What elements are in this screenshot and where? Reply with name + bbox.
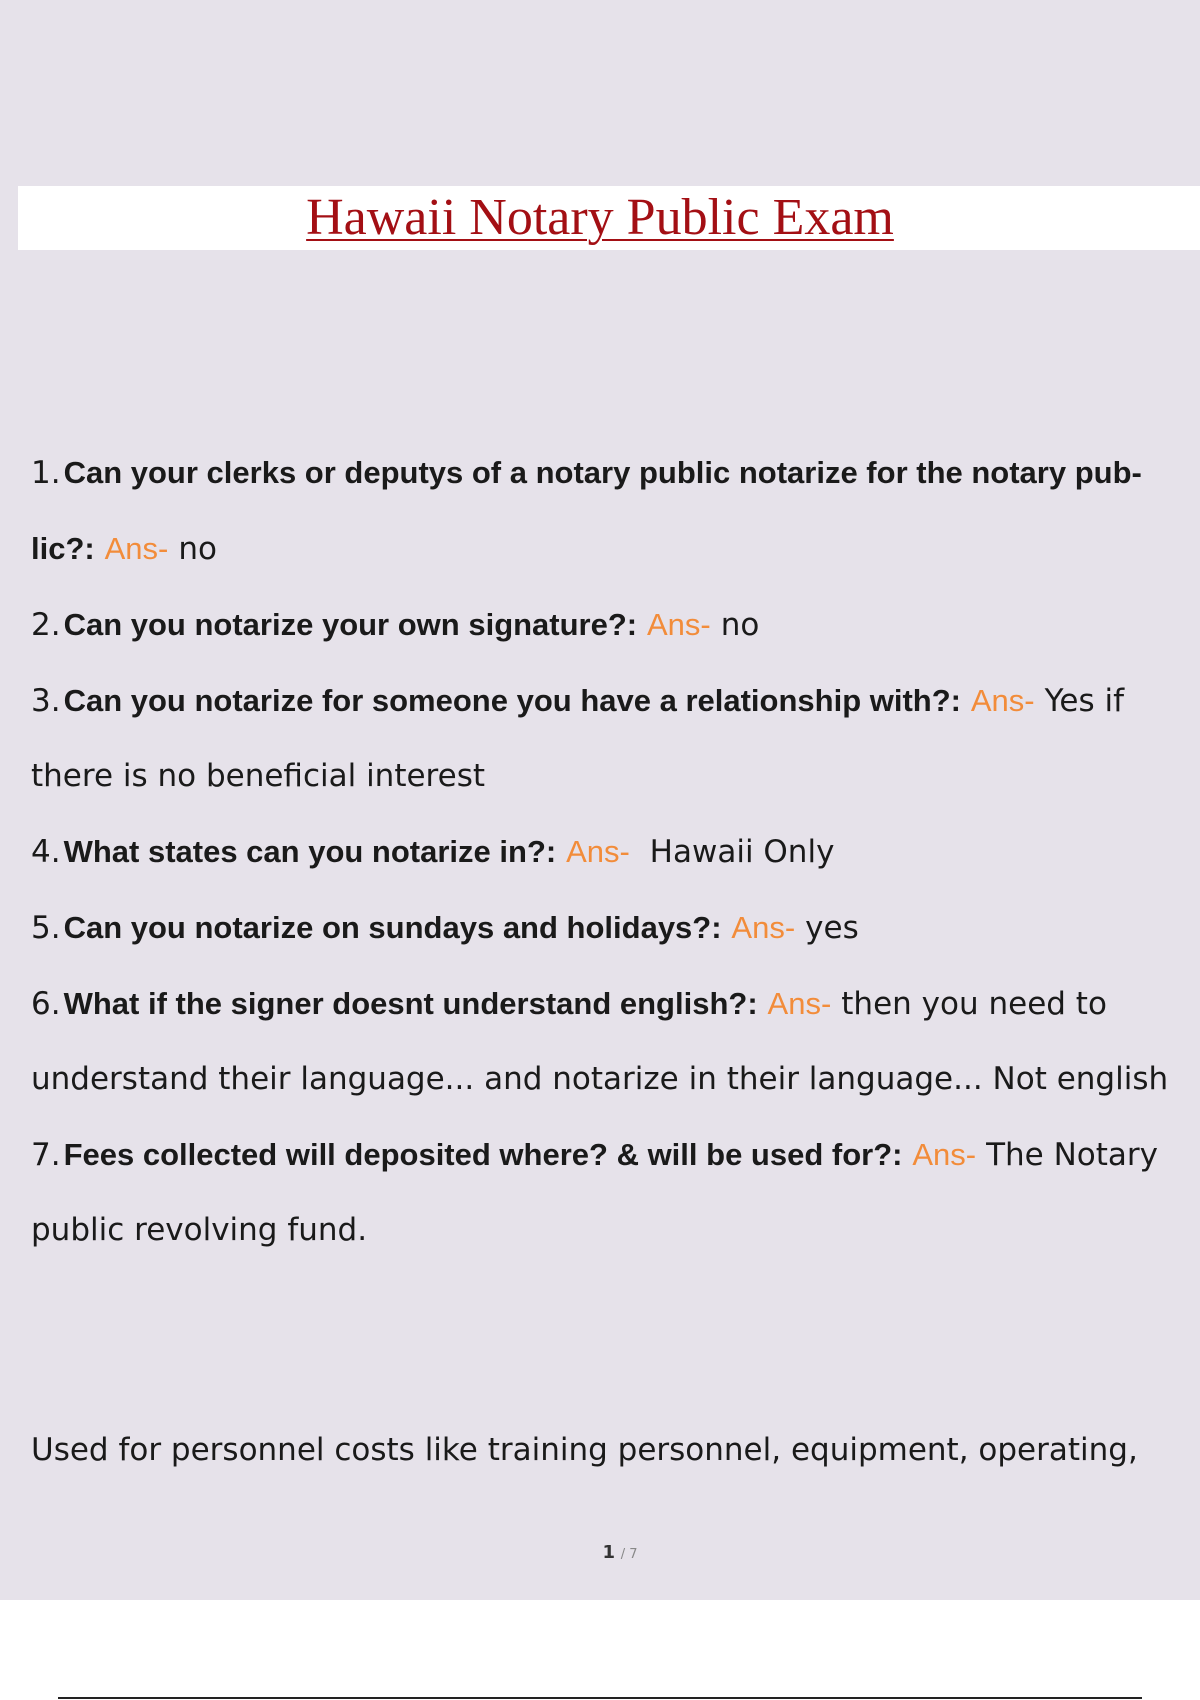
continuation-text: Used for personnel costs like training personnel, equipment, operating, (31, 1432, 1138, 1468)
answer-label: Ans- (970, 683, 1035, 718)
list-item (31, 890, 1181, 966)
question-number: 3. (31, 683, 61, 719)
answer-text: no (720, 607, 760, 643)
answer-label: Ans- (912, 1137, 977, 1172)
answer-label: Ans- (104, 531, 169, 566)
total-pages: / 7 (620, 1547, 638, 1562)
question-number: 1. (31, 455, 61, 491)
page-indicator (0, 1542, 1200, 1563)
question-text: Fees collected will deposited where? & will be used for?: (63, 1137, 903, 1172)
answer-text: yes (805, 910, 859, 946)
question-number: 4. (31, 834, 61, 870)
question-text: What states can you notarize in?: (63, 834, 557, 869)
question-number: 7. (31, 1137, 61, 1173)
answer-text: Yes if there is no beneficial interest (31, 683, 1125, 794)
answer-text: Hawaii Only (649, 834, 835, 870)
question-text: Can you notarize your own signature?: (63, 607, 638, 642)
answer-text: no (178, 531, 217, 567)
answer-text: The Notary public revolving fund. (31, 1137, 1159, 1248)
question-text: Can you notarize for someone you have a relationship with?: (63, 683, 961, 718)
list-item (31, 587, 1181, 663)
document-title: Hawaii Notary Public Exam (306, 189, 894, 246)
question-text: Can you notarize on sundays and holidays?: (63, 910, 722, 945)
answer-label: Ans- (731, 910, 796, 945)
question-text: What if the signer doesnt understand english?: (63, 986, 758, 1021)
list-item (31, 1117, 1181, 1268)
question-list (31, 435, 1181, 1268)
answer-label: Ans- (646, 607, 711, 642)
answer-text: then you need to understand their language... and notarize in their language... Not english (31, 986, 1169, 1097)
question-number: 6. (31, 986, 61, 1022)
question-number: 5. (31, 910, 61, 946)
answer-label: Ans- (767, 986, 832, 1021)
answer-label: Ans- (566, 834, 630, 869)
question-text: Can your clerks or deputys of a notary public notarize for the notary pub- lic?: (31, 455, 1142, 566)
list-item (31, 814, 1181, 890)
list-item (31, 435, 1181, 587)
list-item (31, 663, 1181, 814)
question-number: 2. (31, 607, 61, 643)
current-page: 1 (602, 1542, 615, 1563)
page-divider (58, 1697, 1142, 1699)
list-item (31, 966, 1181, 1117)
